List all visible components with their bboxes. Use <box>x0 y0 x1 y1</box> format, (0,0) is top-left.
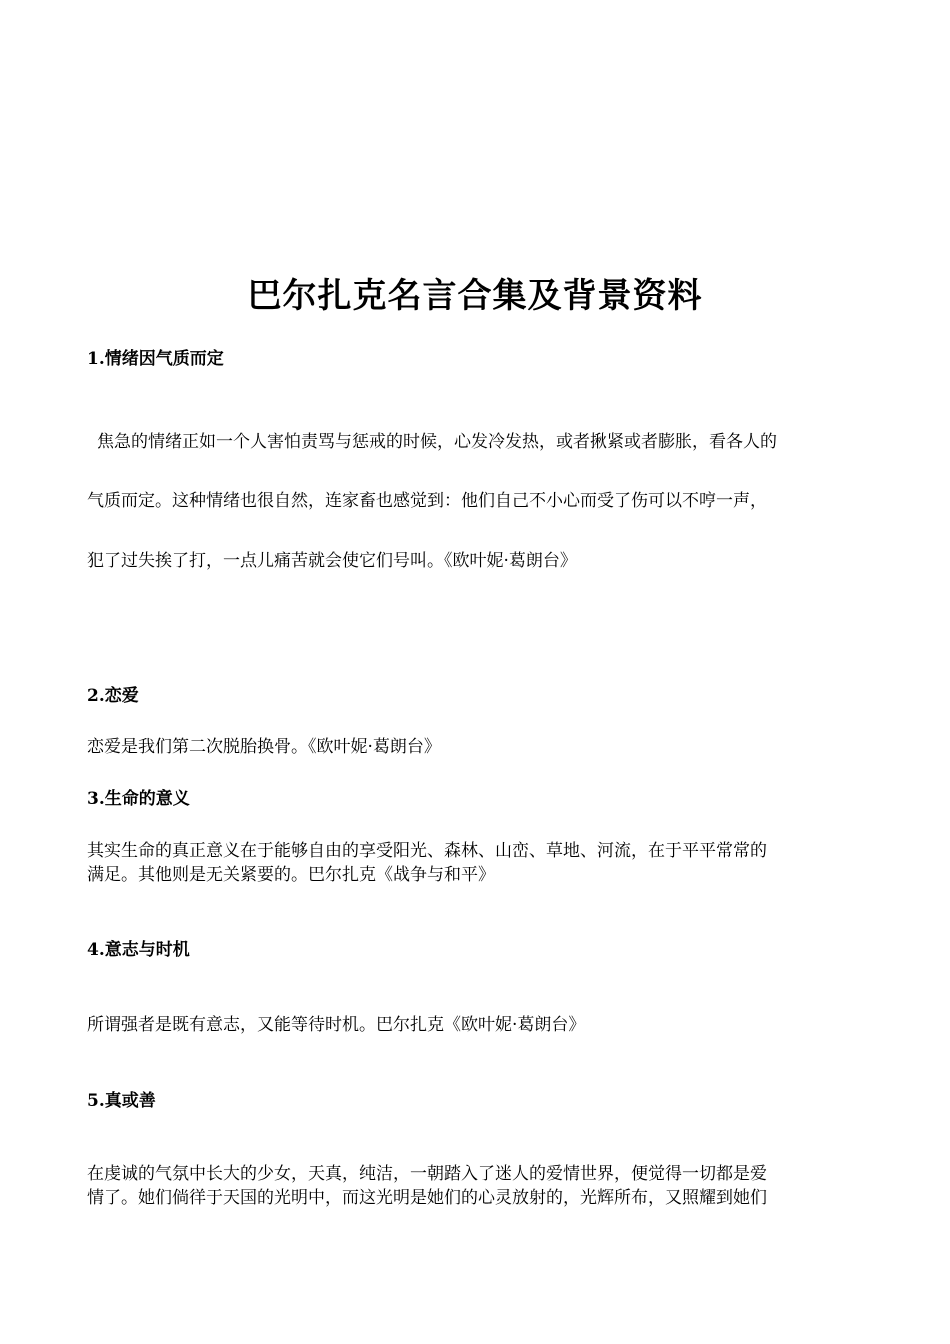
section-3-line-2: 满足。其他则是无关紧要的。巴尔扎克《战争与和平》 <box>87 865 495 885</box>
section-2-heading: 2.恋爱 <box>87 686 139 706</box>
section-3-line-1: 其实生命的真正意义在于能够自由的享受阳光、森林、山峦、草地、河流，在于平平常常的 <box>87 841 767 861</box>
section-1-heading: 1.情绪因气质而定 <box>87 349 224 369</box>
section-1-line-3: 犯了过失挨了打，一点儿痛苦就会使它们号叫。《欧叶妮·葛朗台》 <box>87 551 577 571</box>
section-5-heading: 5.真或善 <box>87 1091 156 1111</box>
section-1-line-2: 气质而定。这种情绪也很自然，连家畜也感觉到：他们自己不小心而受了伤可以不哼一声， <box>87 491 767 511</box>
section-4-line-1: 所谓强者是既有意志，又能等待时机。巴尔扎克《欧叶妮·葛朗台》 <box>87 1015 586 1035</box>
section-5-line-2: 情了。她们倘徉于天国的光明中，而这光明是她们的心灵放射的，光辉所布，又照耀到她们 <box>87 1188 767 1208</box>
section-3-heading: 3.生命的意义 <box>87 789 190 809</box>
section-5-line-1: 在虔诚的气氛中长大的少女，天真，纯洁，一朝踏入了迷人的爱情世界，便觉得一切都是爱 <box>87 1164 767 1184</box>
document-title: 巴尔扎克名言合集及背景资料 <box>247 276 703 316</box>
section-4-heading: 4.意志与时机 <box>87 940 190 960</box>
section-1-line-1: 焦急的情绪正如一个人害怕责骂与惩戒的时候，心发冷发热，或者揪紧或者膨胀，看各人的 <box>97 432 777 452</box>
section-2-line-1: 恋爱是我们第二次脱胎换骨。《欧叶妮·葛朗台》 <box>87 737 441 757</box>
